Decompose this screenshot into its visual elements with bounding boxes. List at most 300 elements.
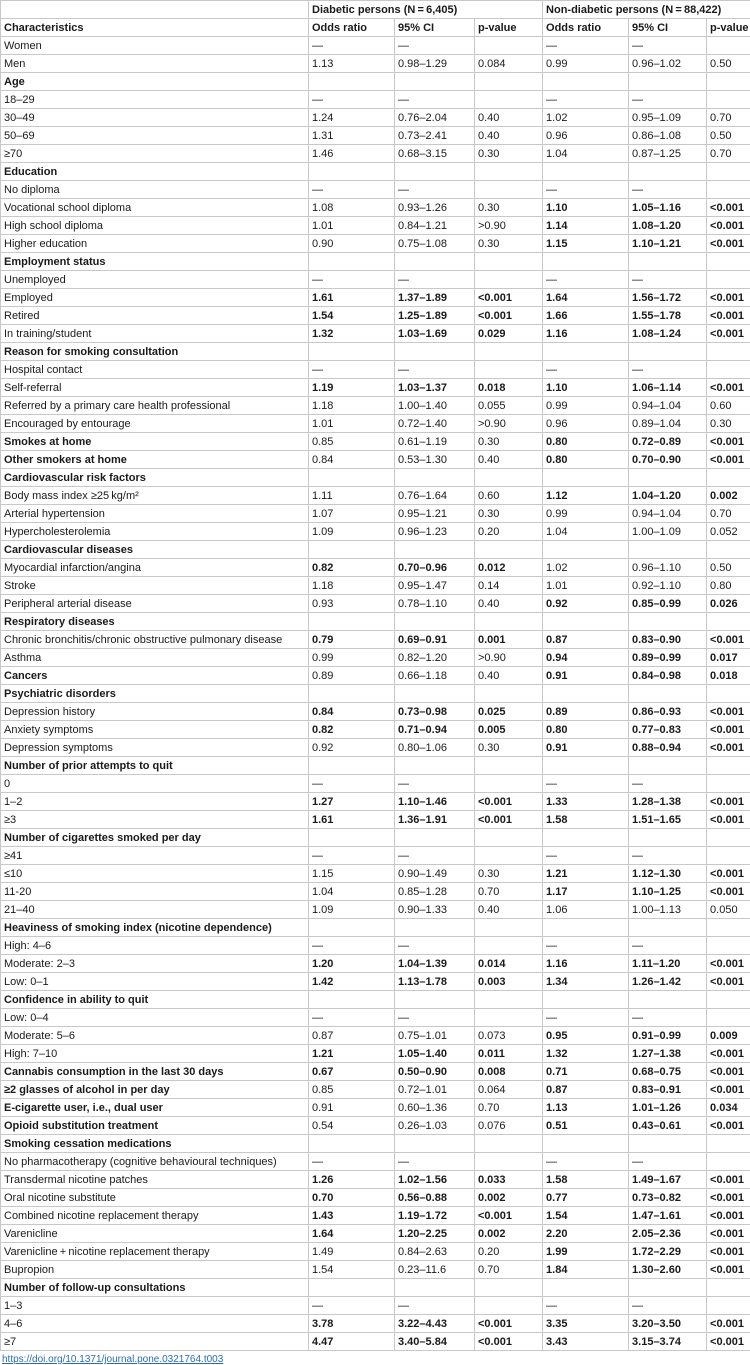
p-value-cell: 0.40: [475, 127, 543, 145]
ci-cell: —: [395, 361, 475, 379]
ci-cell: 0.72–1.01: [395, 1081, 475, 1099]
ci-cell: 1.03–1.37: [395, 379, 475, 397]
p-value-cell: [707, 847, 750, 865]
ci-cell: 1.01–1.26: [629, 1099, 707, 1117]
ci-cell: 0.70–0.96: [395, 559, 475, 577]
odds-ratio-cell: 1.14: [543, 217, 629, 235]
p-value-cell: 0.064: [475, 1081, 543, 1099]
p-value-cell: [475, 847, 543, 865]
row-label: Men: [1, 55, 309, 73]
ci-cell: 0.70–0.90: [629, 451, 707, 469]
odds-ratio-cell: 1.11: [309, 487, 395, 505]
row-label: Depression symptoms: [1, 739, 309, 757]
p-value-cell: [707, 343, 750, 361]
p-value-cell: 0.012: [475, 559, 543, 577]
odds-ratio-cell: 1.15: [309, 865, 395, 883]
odds-ratio-cell: 1.01: [309, 217, 395, 235]
p-value-cell: 0.60: [707, 397, 750, 415]
p-value-cell: [475, 1135, 543, 1153]
ci-cell: 0.84–0.98: [629, 667, 707, 685]
table-row: [1, 1243, 750, 1261]
row-label: ≥41: [1, 847, 309, 865]
p-value-cell: 0.002: [475, 1189, 543, 1207]
column-header-ci: 95% CI: [629, 19, 707, 37]
ci-cell: 1.56–1.72: [629, 289, 707, 307]
odds-ratio-cell: 0.84: [309, 703, 395, 721]
p-value-cell: [475, 613, 543, 631]
ci-cell: [629, 163, 707, 181]
ci-cell: 1.10–1.21: [629, 235, 707, 253]
p-value-cell: >0.90: [475, 649, 543, 667]
row-label: 50–69: [1, 127, 309, 145]
table-row: [1, 559, 750, 577]
p-value-cell: 0.055: [475, 397, 543, 415]
p-value-cell: 0.029: [475, 325, 543, 343]
row-label: Moderate: 5–6: [1, 1027, 309, 1045]
ci-cell: 1.08–1.24: [629, 325, 707, 343]
odds-ratio-cell: 0.84: [309, 451, 395, 469]
ci-cell: 0.26–1.03: [395, 1117, 475, 1135]
ci-cell: 0.91–0.99: [629, 1027, 707, 1045]
ci-cell: —: [395, 775, 475, 793]
p-value-cell: [475, 829, 543, 847]
p-value-cell: 0.002: [475, 1225, 543, 1243]
odds-ratio-cell: [543, 919, 629, 937]
ci-cell: [395, 991, 475, 1009]
table-row: [1, 181, 750, 199]
ci-cell: 1.08–1.20: [629, 217, 707, 235]
p-value-cell: [475, 775, 543, 793]
table-row: [1, 487, 750, 505]
p-value-cell: [475, 685, 543, 703]
p-value-cell: 0.008: [475, 1063, 543, 1081]
odds-ratio-cell: 0.91: [543, 739, 629, 757]
ci-cell: 1.12–1.30: [629, 865, 707, 883]
p-value-cell: 0.30: [707, 415, 750, 433]
row-label: Asthma: [1, 649, 309, 667]
odds-ratio-cell: 0.94: [543, 649, 629, 667]
row-label: Encouraged by entourage: [1, 415, 309, 433]
ci-cell: 1.28–1.38: [629, 793, 707, 811]
p-value-cell: 0.30: [475, 865, 543, 883]
ci-cell: 0.94–1.04: [629, 505, 707, 523]
section-title: Confidence in ability to quit: [1, 991, 309, 1009]
p-value-cell: 0.026: [707, 595, 750, 613]
p-value-cell: <0.001: [707, 217, 750, 235]
odds-ratio-cell: 0.92: [543, 595, 629, 613]
section-row: [1, 541, 750, 559]
odds-ratio-cell: [543, 163, 629, 181]
odds-ratio-cell: 0.99: [543, 397, 629, 415]
odds-ratio-cell: 0.91: [543, 667, 629, 685]
table-row: [1, 451, 750, 469]
odds-ratio-cell: 4.47: [309, 1333, 395, 1351]
p-value-cell: [707, 253, 750, 271]
row-label: Body mass index ≥25 kg/m²: [1, 487, 309, 505]
odds-ratio-cell: 0.96: [543, 127, 629, 145]
table-row: [1, 145, 750, 163]
table-row: [1, 289, 750, 307]
section-row: [1, 613, 750, 631]
ci-cell: 0.82–1.20: [395, 649, 475, 667]
odds-ratio-cell: 1.01: [309, 415, 395, 433]
row-label: Moderate: 2–3: [1, 955, 309, 973]
odds-ratio-cell: [309, 991, 395, 1009]
p-value-cell: [475, 1279, 543, 1297]
table-row: [1, 883, 750, 901]
ci-cell: 2.05–2.36: [629, 1225, 707, 1243]
section-row: [1, 757, 750, 775]
p-value-cell: [475, 991, 543, 1009]
table-row: [1, 577, 750, 595]
p-value-cell: 0.025: [475, 703, 543, 721]
odds-ratio-cell: 0.80: [543, 451, 629, 469]
odds-ratio-cell: [309, 757, 395, 775]
row-label: High: 7–10: [1, 1045, 309, 1063]
p-value-cell: 0.40: [475, 451, 543, 469]
ci-cell: [629, 73, 707, 91]
odds-ratio-cell: 1.61: [309, 289, 395, 307]
ci-cell: 0.60–1.36: [395, 1099, 475, 1117]
odds-ratio-cell: —: [543, 361, 629, 379]
table-row: [1, 901, 750, 919]
odds-ratio-cell: 1.02: [543, 559, 629, 577]
p-value-cell: [707, 181, 750, 199]
row-label: Varenicline + nicotine replacement therapy: [1, 1243, 309, 1261]
row-label: Other smokers at home: [1, 451, 309, 469]
odds-ratio-cell: —: [309, 1009, 395, 1027]
p-value-cell: >0.90: [475, 217, 543, 235]
odds-ratio-cell: 0.99: [543, 505, 629, 523]
p-value-cell: 0.084: [475, 55, 543, 73]
p-value-cell: [475, 1009, 543, 1027]
p-value-cell: <0.001: [707, 289, 750, 307]
p-value-cell: 0.001: [475, 631, 543, 649]
odds-ratio-cell: 1.19: [309, 379, 395, 397]
odds-ratio-cell: 1.21: [543, 865, 629, 883]
p-value-cell: 0.005: [475, 721, 543, 739]
table-row: [1, 1081, 750, 1099]
odds-ratio-cell: [309, 253, 395, 271]
table-row: [1, 397, 750, 415]
table-row: [1, 1009, 750, 1027]
odds-ratio-cell: —: [309, 775, 395, 793]
table-row: [1, 631, 750, 649]
table-row: [1, 1225, 750, 1243]
p-value-cell: 0.30: [475, 145, 543, 163]
odds-ratio-cell: [309, 469, 395, 487]
p-value-cell: [707, 469, 750, 487]
p-value-cell: [475, 541, 543, 559]
group-header-non-diabetic: Non-diabetic persons (N = 88,422): [543, 1, 750, 19]
odds-ratio-cell: 1.01: [543, 577, 629, 595]
odds-ratio-cell: [309, 1279, 395, 1297]
odds-ratio-cell: 0.92: [309, 739, 395, 757]
ci-cell: 0.95–1.47: [395, 577, 475, 595]
odds-ratio-cell: [543, 613, 629, 631]
table-row: [1, 271, 750, 289]
ci-cell: 3.22–4.43: [395, 1315, 475, 1333]
p-value-cell: 0.50: [707, 127, 750, 145]
odds-ratio-cell: 1.09: [309, 901, 395, 919]
p-value-cell: 0.80: [707, 577, 750, 595]
odds-ratio-cell: 0.96: [543, 415, 629, 433]
p-value-cell: 0.014: [475, 955, 543, 973]
row-label: ≥70: [1, 145, 309, 163]
odds-ratio-cell: 1.21: [309, 1045, 395, 1063]
ci-cell: [629, 253, 707, 271]
section-title: Cardiovascular risk factors: [1, 469, 309, 487]
odds-ratio-cell: —: [543, 181, 629, 199]
table-row: [1, 361, 750, 379]
table-row: [1, 1261, 750, 1279]
p-value-cell: [475, 937, 543, 955]
row-label: Bupropion: [1, 1261, 309, 1279]
p-value-cell: 0.40: [475, 595, 543, 613]
ci-cell: —: [629, 1009, 707, 1027]
odds-ratio-cell: —: [309, 271, 395, 289]
p-value-cell: <0.001: [707, 1333, 750, 1351]
odds-ratio-cell: 0.90: [309, 235, 395, 253]
ci-cell: 0.94–1.04: [629, 397, 707, 415]
ci-cell: [629, 757, 707, 775]
row-label: High school diploma: [1, 217, 309, 235]
p-value-cell: <0.001: [707, 955, 750, 973]
row-label: Employed: [1, 289, 309, 307]
odds-ratio-cell: 1.02: [543, 109, 629, 127]
row-label: ≤10: [1, 865, 309, 883]
p-value-cell: [475, 919, 543, 937]
p-value-cell: 0.40: [475, 667, 543, 685]
odds-ratio-cell: 1.07: [309, 505, 395, 523]
row-label: In training/student: [1, 325, 309, 343]
p-value-cell: 0.50: [707, 559, 750, 577]
section-title: Heaviness of smoking index (nicotine dependence): [1, 919, 309, 937]
row-label: 1–2: [1, 793, 309, 811]
odds-ratio-cell: 1.17: [543, 883, 629, 901]
p-value-cell: <0.001: [707, 379, 750, 397]
ci-cell: 0.23–11.6: [395, 1261, 475, 1279]
odds-ratio-cell: 1.04: [309, 883, 395, 901]
ci-cell: 0.98–1.29: [395, 55, 475, 73]
odds-ratio-cell: —: [543, 91, 629, 109]
ci-cell: —: [395, 937, 475, 955]
row-label: Self-referral: [1, 379, 309, 397]
row-label: No diploma: [1, 181, 309, 199]
row-label: 18–29: [1, 91, 309, 109]
ci-cell: 0.68–0.75: [629, 1063, 707, 1081]
odds-ratio-cell: —: [543, 1153, 629, 1171]
column-header-ci: 95% CI: [395, 19, 475, 37]
table-row: [1, 55, 750, 73]
p-value-cell: [475, 37, 543, 55]
table-body: [1, 37, 750, 1351]
odds-ratio-cell: 1.04: [543, 145, 629, 163]
p-value-cell: [707, 37, 750, 55]
p-value-cell: 0.70: [707, 145, 750, 163]
odds-ratio-cell: 0.80: [543, 721, 629, 739]
odds-ratio-cell: [543, 541, 629, 559]
column-header-characteristics: Characteristics: [1, 19, 309, 37]
ci-cell: 0.96–1.02: [629, 55, 707, 73]
odds-ratio-cell: 1.06: [543, 901, 629, 919]
ci-cell: [629, 343, 707, 361]
p-value-cell: 0.14: [475, 577, 543, 595]
odds-ratio-cell: 1.84: [543, 1261, 629, 1279]
odds-ratio-cell: 0.51: [543, 1117, 629, 1135]
odds-ratio-cell: 1.13: [543, 1099, 629, 1117]
p-value-cell: <0.001: [707, 1189, 750, 1207]
odds-ratio-cell: 1.10: [543, 379, 629, 397]
section-title: Respiratory diseases: [1, 613, 309, 631]
row-label: Retired: [1, 307, 309, 325]
ci-cell: 0.86–1.08: [629, 127, 707, 145]
odds-ratio-cell: 0.70: [309, 1189, 395, 1207]
row-label: Depression history: [1, 703, 309, 721]
section-row: [1, 163, 750, 181]
row-label: Varenicline: [1, 1225, 309, 1243]
p-value-cell: <0.001: [707, 451, 750, 469]
p-value-cell: [707, 73, 750, 91]
odds-ratio-cell: 3.78: [309, 1315, 395, 1333]
p-value-cell: <0.001: [475, 1315, 543, 1333]
odds-ratio-cell: 1.33: [543, 793, 629, 811]
ci-cell: [395, 73, 475, 91]
ci-cell: 0.90–1.49: [395, 865, 475, 883]
odds-ratio-cell: 1.32: [543, 1045, 629, 1063]
p-value-cell: 0.034: [707, 1099, 750, 1117]
p-value-cell: [707, 937, 750, 955]
ci-cell: 0.85–1.28: [395, 883, 475, 901]
p-value-cell: [475, 361, 543, 379]
p-value-cell: <0.001: [475, 1333, 543, 1351]
table-row: [1, 847, 750, 865]
row-label: Women: [1, 37, 309, 55]
row-label: 11-20: [1, 883, 309, 901]
row-label: Hypercholesterolemia: [1, 523, 309, 541]
p-value-cell: 0.017: [707, 649, 750, 667]
group-header-empty: [1, 1, 309, 19]
p-value-cell: 0.050: [707, 901, 750, 919]
p-value-cell: [475, 163, 543, 181]
odds-ratio-cell: 0.77: [543, 1189, 629, 1207]
odds-ratio-cell: [543, 253, 629, 271]
table-row: [1, 1315, 750, 1333]
p-value-cell: <0.001: [707, 883, 750, 901]
ci-cell: 0.83–0.91: [629, 1081, 707, 1099]
odds-ratio-cell: 0.82: [309, 559, 395, 577]
p-value-cell: [707, 685, 750, 703]
row-label: 30–49: [1, 109, 309, 127]
ci-cell: —: [629, 847, 707, 865]
ci-cell: 0.84–2.63: [395, 1243, 475, 1261]
ci-cell: 0.80–1.06: [395, 739, 475, 757]
column-header-odds-ratio: Odds ratio: [543, 19, 629, 37]
p-value-cell: [475, 253, 543, 271]
group-header-diabetic: Diabetic persons (N = 6,405): [309, 1, 543, 19]
odds-ratio-cell: 1.34: [543, 973, 629, 991]
p-value-cell: [707, 775, 750, 793]
odds-ratio-cell: 1.12: [543, 487, 629, 505]
p-value-cell: 0.70: [475, 1099, 543, 1117]
odds-ratio-cell: 1.04: [543, 523, 629, 541]
ci-cell: [629, 685, 707, 703]
ci-cell: 0.86–0.93: [629, 703, 707, 721]
odds-ratio-cell: —: [543, 1297, 629, 1315]
row-label: Oral nicotine substitute: [1, 1189, 309, 1207]
ci-cell: 0.95–1.09: [629, 109, 707, 127]
ci-cell: 0.75–1.08: [395, 235, 475, 253]
ci-cell: 0.53–1.30: [395, 451, 475, 469]
doi-link[interactable]: https://doi.org/10.1371/journal.pone.0321764.t003: [0, 1351, 750, 1365]
odds-ratio-cell: 0.99: [543, 55, 629, 73]
odds-ratio-cell: 1.54: [309, 1261, 395, 1279]
odds-ratio-cell: [543, 469, 629, 487]
p-value-cell: <0.001: [707, 1261, 750, 1279]
ci-cell: 0.66–1.18: [395, 667, 475, 685]
p-value-cell: <0.001: [475, 289, 543, 307]
ci-cell: [395, 163, 475, 181]
odds-ratio-cell: 0.85: [309, 433, 395, 451]
ci-cell: 0.69–0.91: [395, 631, 475, 649]
ci-cell: 1.51–1.65: [629, 811, 707, 829]
ci-cell: [395, 1135, 475, 1153]
ci-cell: 0.68–3.15: [395, 145, 475, 163]
ci-cell: 0.93–1.26: [395, 199, 475, 217]
ci-cell: 3.20–3.50: [629, 1315, 707, 1333]
ci-cell: —: [395, 91, 475, 109]
p-value-cell: 0.70: [475, 1261, 543, 1279]
p-value-cell: [707, 1153, 750, 1171]
ci-cell: —: [629, 91, 707, 109]
odds-ratio-cell: 1.66: [543, 307, 629, 325]
odds-ratio-cell: 1.18: [309, 397, 395, 415]
p-value-cell: 0.052: [707, 523, 750, 541]
ci-cell: —: [629, 271, 707, 289]
ci-cell: 0.76–2.04: [395, 109, 475, 127]
section-title: Employment status: [1, 253, 309, 271]
table-row: [1, 1063, 750, 1081]
table-row: [1, 667, 750, 685]
odds-ratio-cell: 0.89: [543, 703, 629, 721]
group-header-row: [1, 1, 750, 19]
table-row: [1, 325, 750, 343]
odds-ratio-cell: [309, 919, 395, 937]
odds-ratio-cell: [543, 829, 629, 847]
ci-cell: 0.84–1.21: [395, 217, 475, 235]
odds-ratio-cell: 0.89: [309, 667, 395, 685]
ci-cell: —: [395, 1009, 475, 1027]
ci-cell: —: [629, 361, 707, 379]
ci-cell: 1.19–1.72: [395, 1207, 475, 1225]
p-value-cell: [707, 271, 750, 289]
ci-cell: 0.77–0.83: [629, 721, 707, 739]
ci-cell: [629, 613, 707, 631]
odds-ratio-cell: 1.64: [543, 289, 629, 307]
ci-cell: —: [629, 775, 707, 793]
odds-ratio-cell: 3.35: [543, 1315, 629, 1333]
p-value-cell: <0.001: [707, 307, 750, 325]
ci-cell: 1.49–1.67: [629, 1171, 707, 1189]
ci-cell: [395, 685, 475, 703]
odds-ratio-cell: —: [309, 847, 395, 865]
odds-ratio-cell: —: [543, 37, 629, 55]
table-row: [1, 1027, 750, 1045]
p-value-cell: <0.001: [475, 793, 543, 811]
p-value-cell: [475, 757, 543, 775]
ci-cell: 0.96–1.10: [629, 559, 707, 577]
p-value-cell: <0.001: [707, 235, 750, 253]
